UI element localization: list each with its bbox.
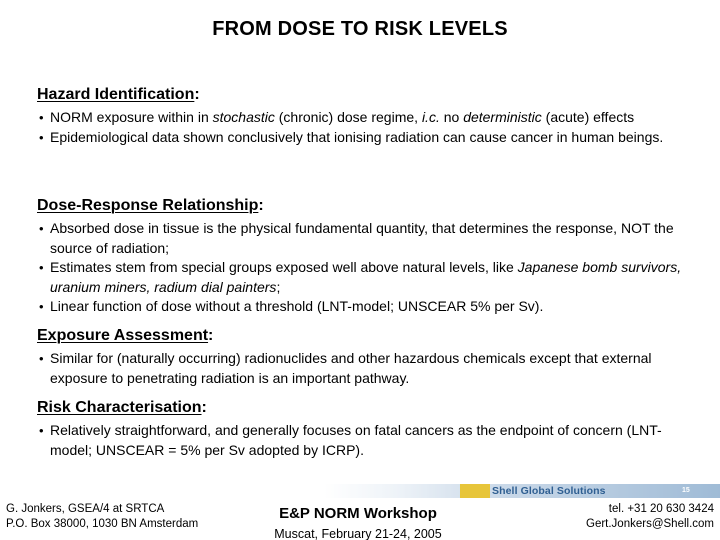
section-heading: Dose-Response Relationship: bbox=[37, 197, 264, 214]
shell-logo-block bbox=[460, 484, 490, 498]
bullet-item: • Linear function of dose without a threshold (LNT-model; UNSCEAR 5% per Sv). bbox=[37, 297, 687, 317]
section-hazard-identification bbox=[37, 85, 687, 147]
section-dose-response bbox=[37, 196, 687, 317]
bullet-item: • Similar for (naturally occurring) radionuclides and other hazardous chemicals except that external exposure to penetrating radiation is an important pathway. bbox=[37, 349, 687, 388]
section-exposure-assessment bbox=[37, 326, 687, 388]
bullet-item: • Absorbed dose in tissue is the physical fundamental quantity, that determines the response, NOT the source of radiation; bbox=[37, 219, 687, 258]
footer-author: G. Jonkers, GSEA/4 at SRTCA P.O. Box 38000, 1030 BN Amsterdam bbox=[6, 503, 199, 530]
footer-banner bbox=[0, 484, 720, 498]
bullet-list bbox=[37, 108, 687, 147]
section-heading: Hazard Identification: bbox=[37, 86, 200, 103]
bullet-item: • Estimates stem from special groups exposed well above natural levels, like Japanese bomb survivors, uranium miners, radium dial painters; bbox=[37, 258, 687, 297]
section-heading: Exposure Assessment: bbox=[37, 327, 214, 344]
section-heading: Risk Characterisation: bbox=[37, 399, 207, 416]
footer-contact: tel. +31 20 630 3424 Gert.Jonkers@Shell.com bbox=[586, 503, 714, 530]
bullet-list bbox=[37, 421, 687, 460]
bullet-item: • Epidemiological data shown conclusively that ionising radiation can cause cancer in human beings. bbox=[37, 128, 687, 148]
bullet-item: • NORM exposure within in stochastic (chronic) dose regime, i.c. no deterministic (acute) effects bbox=[37, 108, 687, 128]
footer-event: E&P NORM Workshop Muscat, February 21-24, 2005 bbox=[274, 505, 442, 540]
slide-title: FROM DOSE TO RISK LEVELS bbox=[212, 18, 508, 40]
bullet-item: • Relatively straightforward, and generally focuses on fatal cancers as the endpoint of concern (LNT-model; UNSCEAR = 5% per Sv adopted by ICRP). bbox=[37, 421, 687, 460]
brand-label: Shell Global Solutions bbox=[492, 485, 606, 497]
bullet-list bbox=[37, 219, 687, 317]
bullet-list bbox=[37, 349, 687, 388]
page-number: 15 bbox=[682, 487, 690, 494]
section-risk-characterisation bbox=[37, 398, 687, 460]
